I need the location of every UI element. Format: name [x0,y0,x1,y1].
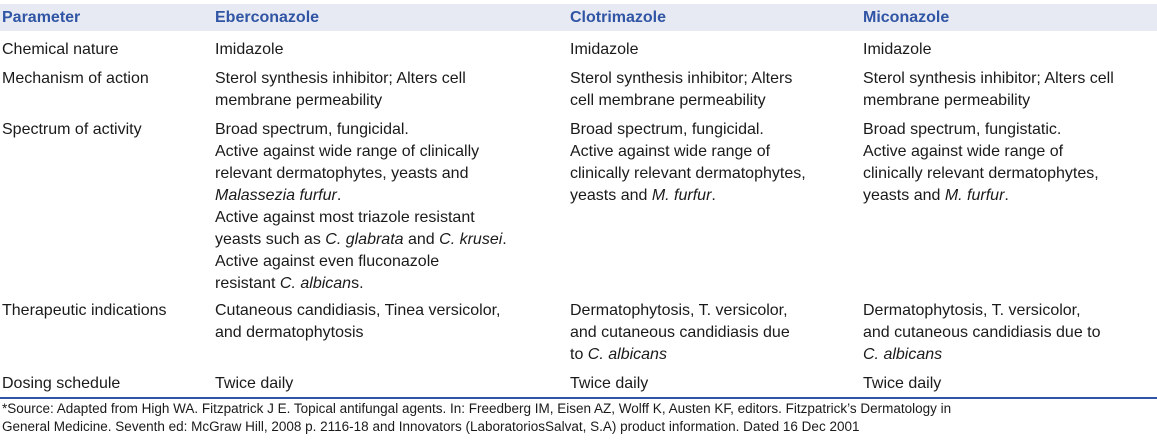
cell-line: Active against wide range of [863,143,1064,160]
cell-line: Sterol synthesis inhibitor; Alters [570,70,793,87]
cell-line: Active against wide range of [570,143,771,160]
cell-line: relevant dermatophytes, yeasts and [215,165,469,182]
row-label: Spectrum of activity [2,121,142,138]
cell-miconazole [863,119,1099,207]
cell-line: Broad spectrum, fungistatic. [863,121,1062,138]
cell-line: Active against wide range of clinically [215,143,480,160]
footnote [2,400,1152,436]
text-fragment: s. [351,275,364,292]
species-name: C. krusei [439,231,503,248]
cell-line: Broad spectrum, fungicidal. [570,121,764,138]
cell-line: Active against even fluconazole [215,253,440,270]
cell-line [570,344,790,366]
text-fragment: yeasts and [570,187,652,204]
row-label: Therapeutic indications [2,302,167,319]
row-label: Dosing schedule [2,375,121,392]
row-label: Chemical nature [2,41,119,58]
cell-line: membrane permeability [215,92,383,109]
species-name: M. furfur [944,187,1005,204]
cell-line: clinically relevant dermatophytes, [863,165,1099,182]
cell-eberconazole [215,68,466,112]
cell-line: Active against most triazole resistant [215,209,475,226]
header-miconazole: Miconazole [863,9,950,26]
punctuation: . [1004,187,1009,204]
species-name: C. glabrata [325,231,404,248]
cell-line: cell membrane permeability [570,92,766,109]
punctuation: . [336,187,342,204]
cell-clotrimazole: Twice daily [570,375,649,392]
punctuation: . [502,231,507,248]
cell-clotrimazole: Imidazole [570,41,639,58]
cell-line: membrane permeability [863,92,1031,109]
cell-line [215,273,507,295]
table-header-row [0,4,1157,31]
species-name: C. albicans [587,346,667,363]
cell-line: Sterol synthesis inhibitor; Alters cell [863,70,1114,87]
footnote-line: General Medicine. Seventh ed: McGraw Hill, 2008 p. 2116-18 and Innovators (LaboratoriosSalvat, S.A) product information. Dated 16 Dec 2001 [2,419,860,434]
cell-line [215,185,507,207]
cell-miconazole: Twice daily [863,375,942,392]
species-name: M. furfur [651,187,712,204]
footnote-line: *Source: Adapted from High WA. Fitzpatrick J E. Topical antifungal agents. In: Freedberg IM, Eisen AZ, Wolff K, Austen KF, editors. Fitzpatrick’s Dermatology in [2,401,952,416]
cell-clotrimazole [570,300,790,366]
cell-line [215,229,507,251]
text-fragment: to [570,346,588,363]
text-fragment: resistant [215,275,280,292]
text-fragment: and [403,231,440,248]
cell-eberconazole [215,119,507,295]
punctuation: . [711,187,716,204]
text-fragment: yeasts and [863,187,945,204]
cell-miconazole [863,68,1114,112]
cell-line: Dermatophytosis, T. versicolor, [570,302,788,319]
cell-line: and dermatophytosis [215,324,364,341]
cell-line: Cutaneous candidiasis, Tinea versicolor, [215,302,501,319]
header-eberconazole: Eberconazole [215,9,320,26]
cell-line: Sterol synthesis inhibitor; Alters cell [215,70,466,87]
species-name: C. albican [279,275,352,292]
species-name: C. albicans [863,346,943,363]
cell-eberconazole: Imidazole [215,41,284,58]
header-clotrimazole: Clotrimazole [570,9,667,26]
cell-line: and cutaneous candidiasis due [570,324,790,341]
table-bottom-rule [0,397,1157,399]
cell-clotrimazole [570,68,792,112]
text-fragment: yeasts such as [215,231,326,248]
cell-line: and cutaneous candidiasis due to [863,324,1101,341]
cell-eberconazole: Twice daily [215,375,294,392]
cell-line: Dermatophytosis, T. versicolor, [863,302,1081,319]
cell-eberconazole [215,300,501,344]
cell-miconazole [863,300,1101,366]
cell-clotrimazole [570,119,806,207]
cell-line [863,185,1099,207]
species-name: Malassezia furfur [215,187,337,204]
header-parameter: Parameter [2,9,81,26]
cell-line: clinically relevant dermatophytes, [570,165,806,182]
cell-miconazole: Imidazole [863,41,932,58]
cell-line: Broad spectrum, fungicidal. [215,121,409,138]
cell-line [863,344,1101,366]
row-label: Mechanism of action [2,70,149,87]
cell-line [570,185,806,207]
